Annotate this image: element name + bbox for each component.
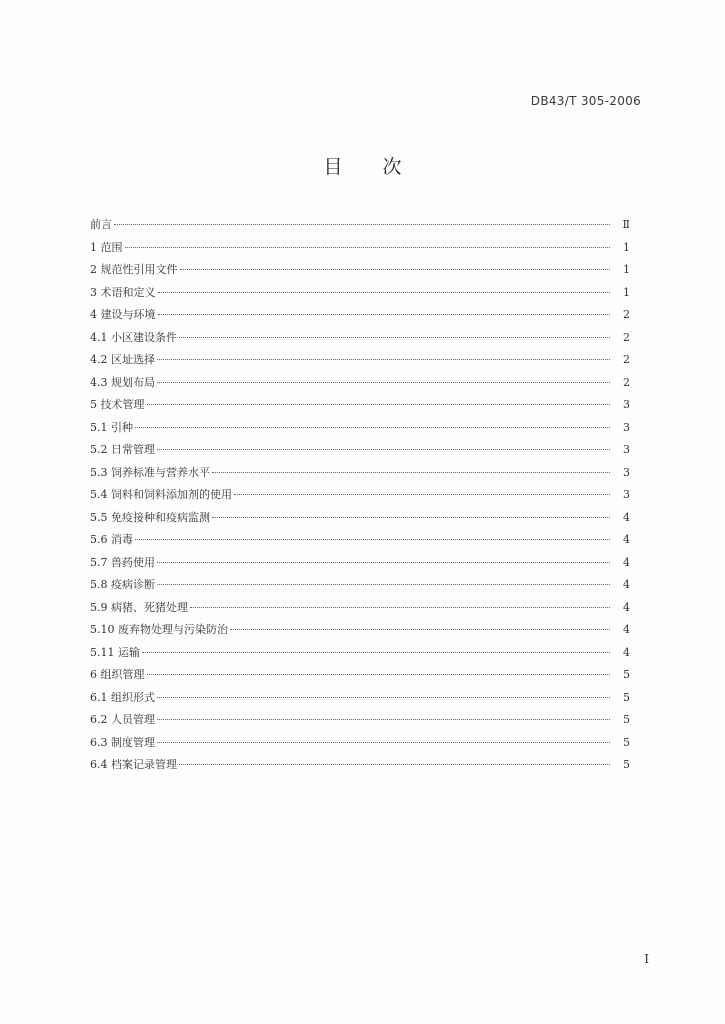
- toc-entry-page: 2: [623, 375, 630, 389]
- toc-entry: [90, 509, 630, 532]
- toc-dot-leader: [157, 742, 610, 743]
- toc-entry-label: 5.8 疫病诊断: [90, 578, 155, 591]
- toc-entry-label: 4.1 小区建设条件: [90, 330, 177, 344]
- toc-entry: [90, 689, 630, 712]
- toc-dot-leader: [135, 427, 610, 428]
- toc-entry-page: 3: [623, 398, 630, 411]
- toc-entry-page: 5: [623, 713, 630, 726]
- toc-entry-page: 4: [623, 578, 630, 591]
- toc-dot-leader: [157, 584, 610, 585]
- toc-entry-label: 6.2 人员管理: [90, 713, 155, 726]
- document-code: DB43/T 305-2006: [530, 94, 641, 108]
- toc-entry-label: 5.2 日常管理: [90, 443, 155, 456]
- toc-entry-page: 2: [623, 308, 630, 321]
- toc-entry: [90, 441, 630, 464]
- toc-entry: [90, 644, 630, 667]
- toc-dot-leader: [158, 314, 611, 315]
- toc-entry: [90, 464, 630, 487]
- toc-entry: [90, 666, 630, 689]
- toc-dot-leader: [180, 269, 611, 270]
- toc-entry-page: 4: [623, 533, 630, 546]
- toc-entry-label: 5 技术管理: [90, 398, 145, 411]
- toc-entry: [90, 284, 630, 307]
- toc-entry-page: 3: [623, 420, 630, 434]
- toc-dot-leader: [114, 224, 610, 225]
- toc-entry-page: 1: [623, 263, 630, 276]
- toc-entry-label: 5.9 病猪、死猪处理: [90, 600, 188, 614]
- toc-entry: [90, 239, 630, 262]
- toc-entry-label: 6.4 档案记录管理: [90, 758, 177, 771]
- toc-entry-page: 5: [623, 735, 630, 749]
- toc-entry: [90, 419, 630, 442]
- toc-entry-page: 2: [623, 330, 630, 344]
- toc-entry-label: 4.3 规划布局: [90, 375, 155, 389]
- toc-entry: [90, 599, 630, 622]
- toc-entry-label: 5.1 引种: [90, 420, 133, 434]
- toc-entry-page: 5: [623, 690, 630, 704]
- toc-entry-label: 6.3 制度管理: [90, 735, 155, 749]
- toc-entry: [90, 486, 630, 509]
- toc-dot-leader: [157, 562, 610, 563]
- toc-entry: [90, 531, 630, 554]
- toc-entry-label: 5.10 废弃物处理与污染防治: [90, 623, 228, 636]
- toc-entry-page: 4: [623, 510, 630, 524]
- toc-dot-leader: [125, 247, 611, 248]
- toc-entry: [90, 396, 630, 419]
- toc-entry: [90, 621, 630, 644]
- toc-entry-page: 3: [623, 488, 630, 501]
- toc-dot-leader: [190, 607, 610, 608]
- toc-entry-page: 5: [623, 758, 630, 771]
- toc-entry-page: 4: [623, 600, 630, 614]
- toc-entry-label: 5.5 免疫接种和疫病监测: [90, 510, 210, 524]
- toc-entry-page: 3: [623, 465, 630, 479]
- toc-entry-page: 4: [623, 623, 630, 636]
- toc-dot-leader: [157, 359, 610, 360]
- toc-entry: [90, 711, 630, 734]
- toc-entry: [90, 306, 630, 329]
- toc-entry: [90, 734, 630, 757]
- toc-entry-page: 5: [623, 668, 630, 681]
- toc-entry: [90, 554, 630, 577]
- toc-dot-leader: [157, 449, 610, 450]
- toc-entry-label: 5.7 兽药使用: [90, 555, 155, 569]
- toc-dot-leader: [179, 337, 610, 338]
- toc-dot-leader: [147, 404, 611, 405]
- toc-dot-leader: [212, 472, 610, 473]
- toc-dot-leader: [158, 292, 611, 293]
- toc-dot-leader: [157, 719, 610, 720]
- page-number: I: [644, 952, 649, 966]
- toc-dot-leader: [234, 494, 610, 495]
- toc-entry: [90, 576, 630, 599]
- toc-entry-label: 1 范围: [90, 240, 123, 254]
- toc-entry-label: 4.2 区址选择: [90, 353, 155, 366]
- toc-entry-label: 2 规范性引用文件: [90, 263, 178, 276]
- toc-entry-label: 6 组织管理: [90, 668, 145, 681]
- toc-entry-label: 5.3 饲养标准与营养水平: [90, 465, 210, 479]
- toc-entry-page: 4: [623, 645, 630, 659]
- toc-entry-label: 5.6 消毒: [90, 533, 133, 546]
- toc-entry: [90, 216, 630, 239]
- toc-entry: [90, 351, 630, 374]
- toc-entry: [90, 374, 630, 397]
- toc-entry-page: 1: [623, 285, 630, 299]
- toc-entry-page: 4: [623, 555, 630, 569]
- toc-entry-page: 1: [623, 240, 630, 254]
- page-title: 目次: [323, 156, 442, 178]
- table-of-contents: [90, 216, 630, 779]
- toc-dot-leader: [157, 382, 610, 383]
- toc-entry-label: 5.11 运输: [90, 645, 140, 659]
- toc-entry: [90, 261, 630, 284]
- toc-entry: [90, 329, 630, 352]
- toc-dot-leader: [179, 764, 610, 765]
- toc-entry-page: 3: [623, 443, 630, 456]
- toc-dot-leader: [147, 674, 611, 675]
- toc-dot-leader: [157, 697, 610, 698]
- toc-entry-page: 2: [623, 353, 630, 366]
- toc-dot-leader: [212, 517, 610, 518]
- toc-entry-label: 3 术语和定义: [90, 285, 156, 299]
- toc-dot-leader: [230, 629, 610, 630]
- toc-dot-leader: [135, 539, 610, 540]
- toc-entry-label: 前言: [90, 218, 112, 231]
- toc-entry-label: 4 建设与环境: [90, 308, 156, 321]
- toc-entry-page: Ⅱ: [622, 218, 630, 231]
- toc-entry: [90, 756, 630, 779]
- toc-entry-label: 6.1 组织形式: [90, 690, 155, 704]
- toc-entry-label: 5.4 饲料和饲料添加剂的使用: [90, 488, 232, 501]
- toc-dot-leader: [142, 652, 610, 653]
